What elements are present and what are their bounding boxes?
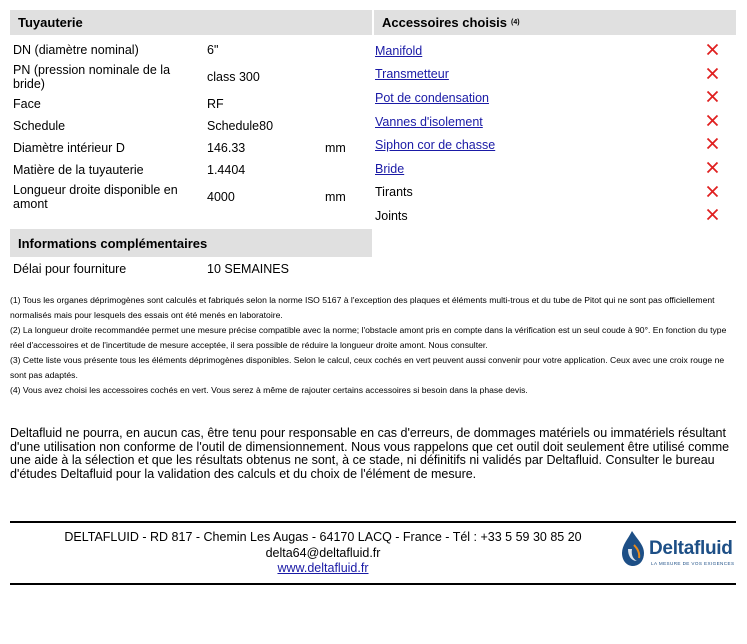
table-row [0, 43, 372, 57]
footer-website-link[interactable]: www.deltafluid.fr [277, 561, 369, 575]
row-value: 6" [207, 43, 219, 57]
footnote-2: (2) La longueur droite recommandée permet une mesure précise compatible avec la norme; l'obstacle amont pris en compte dans la vérification est un seul coude à 90°. En fonction du type réel d'accessoires et de l'incertitude de mesure acceptée, il sera possible de réduire la longueur droite amont. Nous consulter. [10, 325, 727, 350]
row-value: 146.33 [207, 141, 246, 155]
list-item [375, 115, 483, 129]
row-label: Schedule [13, 119, 66, 133]
cross-icon [706, 90, 720, 104]
accessory-link-vannes-isolement[interactable]: Vannes d'isolement [375, 115, 483, 129]
row-value: class 300 [207, 70, 260, 84]
list-item [375, 44, 422, 58]
accessory-link-bride[interactable]: Bride [375, 162, 405, 176]
cross-icon [706, 161, 720, 175]
cross-icon [706, 208, 720, 222]
footnote-4: (4) Vous avez choisi les accessoires cochés en vert. Vous serez à même de rajouter certains accessoires si besoin dans la phase devis. [10, 385, 528, 395]
logo-tagline: LA MESURE DE VOS EXIGENCES [651, 561, 735, 566]
footer-bottom-divider [10, 583, 736, 585]
cross-icon [706, 114, 720, 128]
table-row [0, 97, 372, 111]
row-value: 10 SEMAINES [207, 262, 289, 276]
table-row [0, 183, 372, 211]
list-item [375, 209, 408, 223]
tuyauterie-header [10, 10, 372, 35]
row-label: Diamètre intérieur D [13, 141, 125, 155]
accessory-link-transmetteur[interactable]: Transmetteur [375, 67, 449, 81]
accessory-link-pot-de-condensation[interactable]: Pot de condensation [375, 91, 489, 105]
list-item [375, 91, 489, 105]
list-item [375, 138, 495, 152]
cross-icon [706, 185, 720, 199]
footer-top-divider [10, 521, 736, 523]
list-item [375, 162, 404, 176]
disclaimer: Deltafluid ne pourra, en aucun cas, être tenu pour responsable en cas d'erreurs, de dommages matériels ou immatériels résultant d'une utilisation non conforme de l'outil de dimensionnement. Nous vous rappelons que cet outil doit seulement être utilisé comme une aide à la sélection et que les résultats obtenus ne sont, à ce stade, ni définitifs ni validés par Deltafluid. Consulter le bureau d'études Deltafluid pour la validation des calculs et du choix de l'élément de mesure. [10, 426, 730, 481]
deltafluid-logo [618, 527, 740, 573]
row-unit: mm [325, 190, 346, 204]
accessoires-title-sup: (4) [511, 19, 520, 26]
infos-header [10, 229, 372, 257]
row-value: Schedule80 [207, 119, 274, 133]
footer-email: delta64@deltafluid.fr [265, 546, 381, 560]
row-value: 1.4404 [207, 163, 246, 177]
footnote-1: (1) Tous les organes déprimogènes sont calculés et fabriqués selon la norme ISO 5167 à l'exception des plaques et éléments multi-trous et du tube de Pitot qui ne sont pas officiellement normalisés mais pour lesquels des essais ont été menés en laboratoire. [10, 295, 715, 320]
table-row [0, 163, 372, 177]
logo-name: Deltafluid [649, 538, 733, 559]
footer-website-line [10, 561, 636, 576]
list-item [375, 67, 449, 81]
row-label: Longueur droite disponible en amont [13, 183, 178, 211]
table-row [0, 119, 372, 133]
accessoires-title: Accessoires choisis [382, 15, 508, 30]
row-value: RF [207, 97, 224, 111]
row-label: Face [13, 97, 41, 111]
cross-icon [706, 67, 720, 81]
tuyauterie-title: Tuyauterie [18, 15, 83, 30]
footnote-3: (3) Cette liste vous présente tous les éléments déprimogènes disponibles. Selon le calcul, ceux cochés en vert peuvent aussi convenir pour votre application. Ceux avec une croix rouge ne sont pas adaptés. [10, 355, 725, 380]
table-row [0, 262, 372, 276]
row-label: PN (pression nominale de la bride) [13, 63, 171, 91]
accessory-link-manifold[interactable]: Manifold [375, 44, 423, 58]
row-unit: mm [325, 141, 346, 155]
row-label: Délai pour fourniture [13, 262, 127, 276]
table-row [0, 141, 372, 155]
accessory-label-joints: Joints [375, 209, 408, 223]
infos-title: Informations complémentaires [18, 235, 208, 251]
row-label: DN (diamètre nominal) [13, 43, 139, 57]
footnotes [10, 293, 740, 398]
cross-icon [706, 43, 720, 57]
row-label: Matière de la tuyauterie [13, 163, 144, 177]
table-row [0, 63, 372, 91]
accessoires-header [374, 10, 736, 35]
list-item [375, 185, 413, 199]
accessory-label-tirants: Tirants [375, 185, 413, 199]
row-value: 4000 [207, 190, 235, 204]
footer-address: DELTAFLUID - RD 817 - Chemin Les Augas - 64170 LACQ - France - Tél : +33 5 59 30 85 20 [64, 530, 582, 544]
cross-icon [706, 137, 720, 151]
accessory-link-siphon[interactable]: Siphon cor de chasse [375, 138, 496, 152]
